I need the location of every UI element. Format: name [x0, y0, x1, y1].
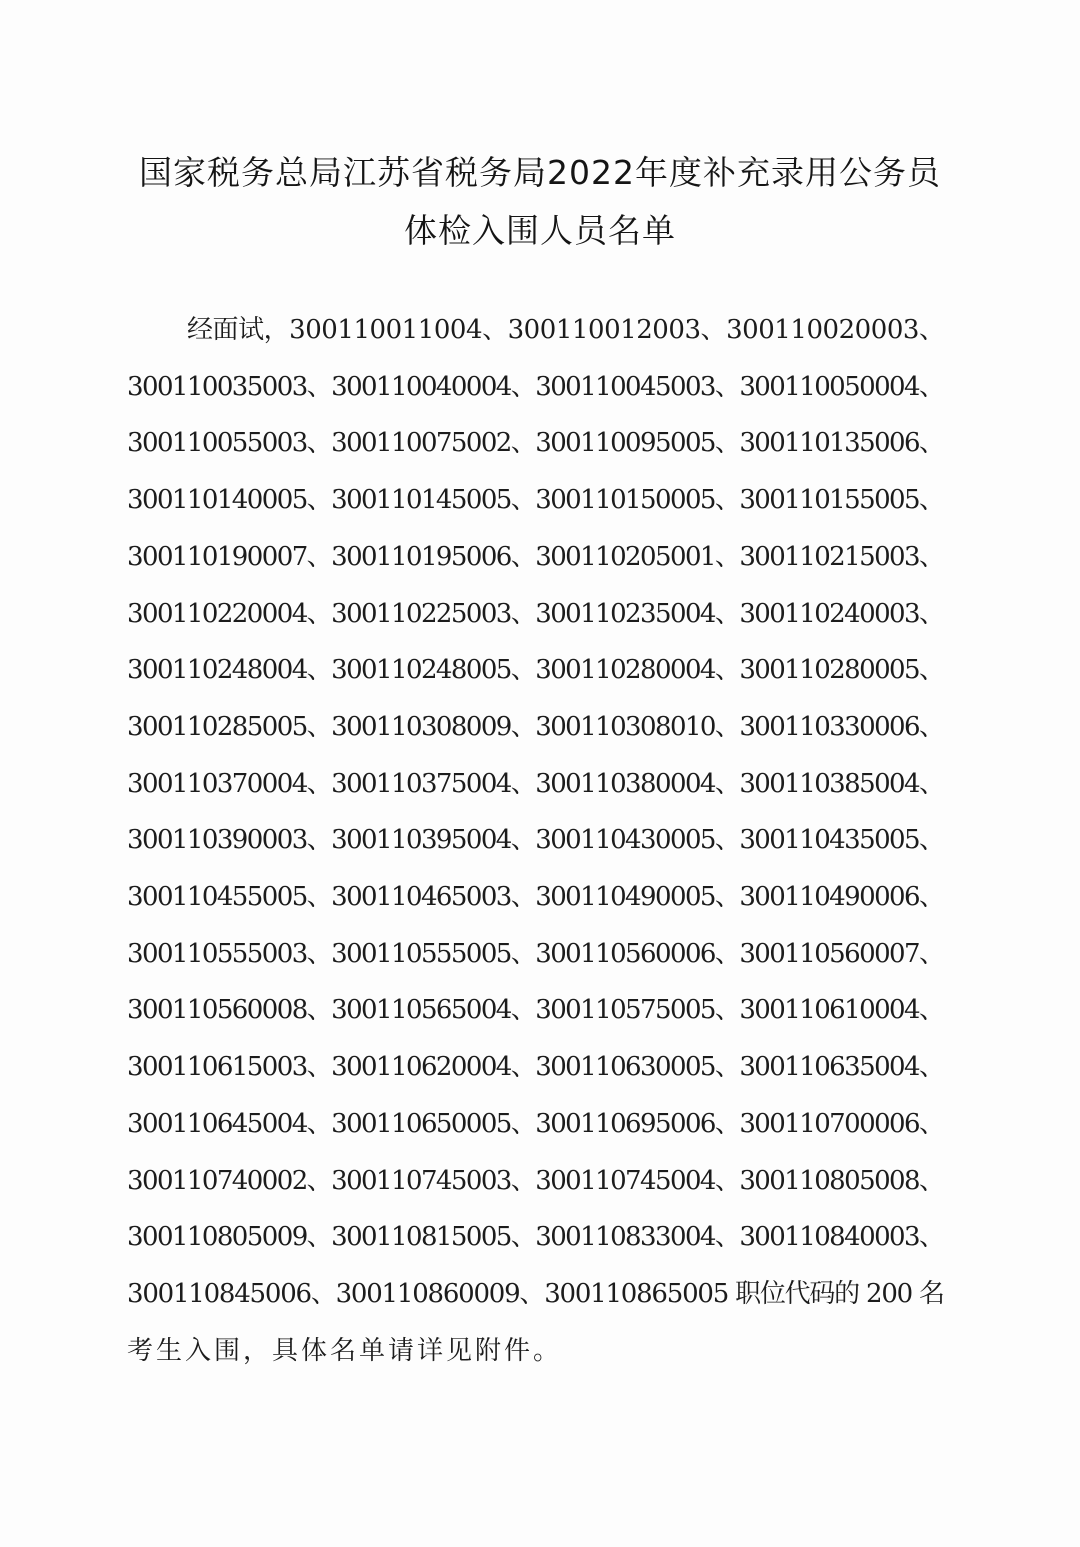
body-text-content: 经面试，300110011004、300110012003、300110020003、: [187, 315, 945, 345]
document-title-line-1: 国家税务总局江苏省税务局2022年度补充录用公务员: [139, 153, 941, 192]
body-text-content: 300110560008、300110565004、300110575005、300110610004、: [127, 995, 944, 1026]
body-text-content: 300110055003、300110075002、300110095005、300110135006、: [127, 428, 944, 459]
body-text-content: 考生入围，具体名单请详见附件。: [127, 1335, 563, 1366]
body-text-content: 300110805009、300110815005、300110833004、300110840003、: [127, 1222, 944, 1253]
body-text-content: 300110740002、300110745003、300110745004、300110805008、: [127, 1165, 944, 1196]
body-text-content: 300110035003、300110040004、300110045003、300110050004、: [127, 371, 944, 402]
body-text-content: 300110455005、300110465003、300110490005、300110490006、: [127, 882, 944, 912]
body-text-content: 300110645004、300110650005、300110695006、300110700006、: [127, 1108, 944, 1139]
body-text-content: 300110190007、300110195006、300110205001、300110215003、: [127, 541, 944, 572]
body-text-content: 300110615003、300110620004、300110630005、300110635004、: [127, 1052, 944, 1083]
body-text-content: 300110220004、300110225003、300110235004、300110240003、: [127, 598, 944, 629]
body-text-content: 300110390003、300110395004、300110430005、300110435005、: [127, 825, 944, 856]
body-text-content: 300110140005、300110145005、300110150005、300110155005、: [127, 485, 944, 516]
body-text-content: 300110845006、300110860009、300110865005 职位代码的 200 名: [127, 1278, 944, 1309]
document-title-line-2: 体检入围人员名单: [404, 211, 676, 250]
body-text-content: 300110555003、300110555005、300110560006、300110560007、: [127, 938, 944, 969]
body-text-content: 300110248004、300110248005、300110280004、300110280005、: [127, 655, 944, 686]
body-text-content: 300110285005、300110308009、300110308010、300110330006、: [127, 711, 944, 742]
body-text-content: 300110370004、300110375004、300110380004、300110385004、: [127, 768, 944, 799]
